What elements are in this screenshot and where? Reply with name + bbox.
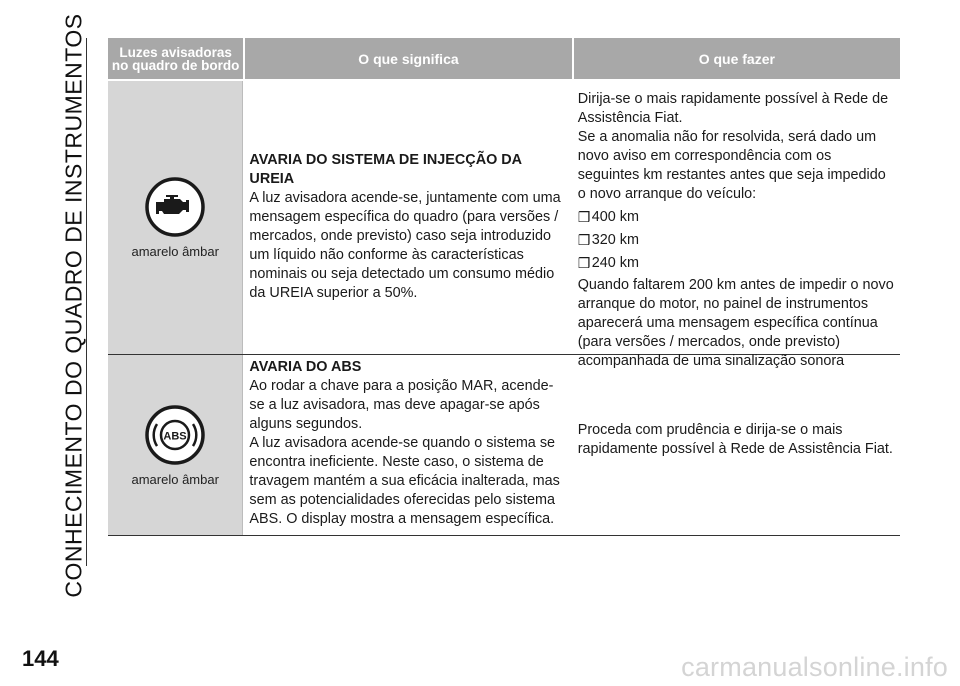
header-meaning: O que significa bbox=[243, 38, 571, 79]
header-action: O que fazer bbox=[572, 38, 900, 79]
fault-title: AVARIA DO ABS bbox=[249, 359, 362, 375]
section-divider bbox=[86, 38, 87, 566]
list-item: ❒ 320 km bbox=[577, 232, 639, 248]
list-item: ❒ 240 km bbox=[577, 255, 639, 271]
list-item: ❒ 400 km bbox=[577, 209, 639, 225]
table-row bbox=[108, 355, 900, 536]
svg-text:ABS: ABS bbox=[163, 430, 187, 442]
checkbox-bullet-icon: ❒ bbox=[577, 255, 591, 271]
checkbox-bullet-icon: ❒ bbox=[577, 209, 591, 225]
table-header bbox=[108, 38, 900, 81]
action-outro: Quando faltarem 200 km antes de impedir o novo arranque do motor, no painel de instrumentos aparecerá uma mensagem específica contínua (para versões / mercados, onde previsto) acompanhada de uma sinalização sonora bbox=[577, 277, 894, 369]
action-intro: Dirija-se o mais rapidamente possível à Rede de Assistência Fiat. bbox=[577, 91, 889, 126]
lamp-color-label: amarelo âmbar bbox=[131, 471, 219, 487]
action-cell bbox=[568, 355, 900, 535]
meaning-cell bbox=[243, 355, 567, 535]
action-intro-2: Se a anomalia não for resolvida, será dado um novo aviso em correspondência com os seguintes km restantes antes que seja impedido o novo arranque do veículo: bbox=[577, 129, 886, 202]
action-cell bbox=[568, 81, 900, 369]
meaning-text-2: A luz avisadora acende-se quando o sistema se encontra ineficiente. Neste caso, o sistema de travagem mantém a sua eficácia inalterada, mas sem as potencialidades oferecidas pelo sistema ABS. O display mostra a mensagem específica. bbox=[249, 435, 560, 527]
warning-lights-table bbox=[108, 38, 900, 536]
engine-warning-icon bbox=[144, 176, 206, 238]
watermark: carmanualsonline.info bbox=[681, 652, 948, 682]
checkbox-bullet-icon: ❒ bbox=[577, 232, 591, 248]
lamp-color-label: amarelo âmbar bbox=[131, 244, 219, 259]
abs-warning-icon bbox=[144, 404, 206, 466]
header-warning-lights: Luzes avisadoras no quadro de bordo bbox=[111, 44, 240, 73]
fault-title: AVARIA DO SISTEMA DE INJECÇÃO DA UREIA bbox=[249, 152, 522, 187]
meaning-text: Ao rodar a chave para a posição MAR, acende-se a luz avisadora, mas deve apagar-se após alguns segundos. bbox=[249, 378, 554, 432]
lamp-cell bbox=[108, 355, 243, 535]
meaning-cell bbox=[243, 81, 567, 354]
section-title: CONHECIMENTO DO QUADRO DE INSTRUMENTOS bbox=[60, 12, 87, 598]
lamp-cell bbox=[108, 81, 243, 354]
meaning-text: A luz avisadora acende-se, juntamente com uma mensagem específica do quadro (para versões / mercados, onde previsto) caso seja introduzido um líquido não conforme às características nominais ou seja detectado um consumo médio da UREIA superior a 50%. bbox=[249, 190, 561, 301]
action-text: Proceda com prudência e dirija-se o mais rapidamente possível à Rede de Assistência Fiat. bbox=[577, 422, 893, 457]
page-number: 144 bbox=[22, 646, 59, 671]
